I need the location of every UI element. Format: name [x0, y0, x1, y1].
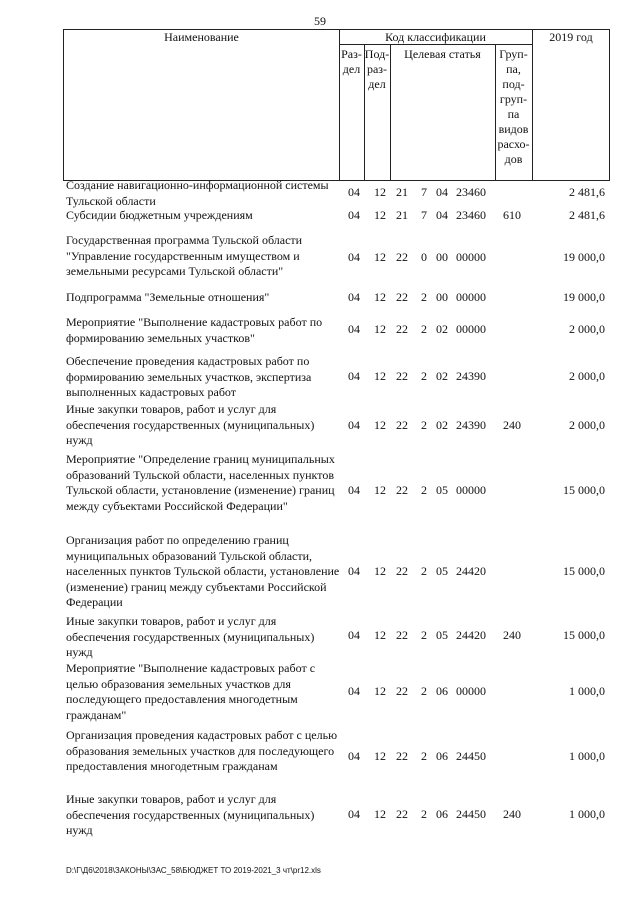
row-amount: 2 000,0: [569, 322, 605, 336]
row-code-rz: 04: [348, 369, 360, 383]
row-code-a: 21: [396, 185, 408, 199]
row-code-c: 05: [436, 564, 448, 578]
row-code-b: 2: [421, 807, 427, 821]
header-razdel: Раз- дел: [341, 47, 362, 76]
row-amount: 15 000,0: [563, 483, 605, 497]
header-group: Груп- па, под- груп- па видов расхо- дов: [497, 47, 530, 166]
row-code-d: 24450: [456, 749, 486, 763]
row-name: Субсидии бюджетным учреждениям: [66, 208, 253, 222]
row-code-pr: 12: [374, 628, 386, 642]
row-code-rz: 04: [348, 418, 360, 432]
row-code-d: 23460: [456, 185, 486, 199]
row-code-rz: 04: [348, 564, 360, 578]
row-code-a: 22: [396, 290, 408, 304]
row-code-rz: 04: [348, 250, 360, 264]
row-code-b: 7: [421, 185, 427, 199]
row-code-d: 24390: [456, 369, 486, 383]
row-code-c: 05: [436, 483, 448, 497]
row-code-rz: 04: [348, 185, 360, 199]
row-amount: 2 000,0: [569, 418, 605, 432]
row-amount: 1 000,0: [569, 807, 605, 821]
row-name: Иные закупки товаров, работ и услуг для обеспечения государственных (муниципальных) нужд: [66, 614, 315, 659]
row-code-b: 0: [421, 250, 427, 264]
row-code-rz: 04: [348, 684, 360, 698]
row-code-b: 2: [421, 322, 427, 336]
row-name: Мероприятие "Выполнение кадастровых работ с целью образования земельных участков для последующего предоставления многодетным гражданам": [66, 661, 316, 722]
row-code-b: 2: [421, 369, 427, 383]
row-amount: 15 000,0: [563, 564, 605, 578]
header-target: Целевая статья: [404, 47, 481, 61]
row-code-a: 21: [396, 208, 408, 222]
row-code-d: 00000: [456, 290, 486, 304]
row-code-rz: 04: [348, 483, 360, 497]
header-podrazdel: Под- раз- дел: [364, 47, 390, 91]
row-code-c: 06: [436, 807, 448, 821]
row-code-pr: 12: [374, 807, 386, 821]
row-code-c: 00: [436, 250, 448, 264]
row-code-pr: 12: [374, 250, 386, 264]
row-code-c: 00: [436, 290, 448, 304]
row-amount: 2 481,6: [569, 208, 605, 222]
row-code-pr: 12: [374, 185, 386, 199]
row-code-rz: 04: [348, 322, 360, 336]
row-code-vr: 240: [503, 807, 521, 821]
row-code-d: 23460: [456, 208, 486, 222]
row-code-pr: 12: [374, 418, 386, 432]
row-code-b: 2: [421, 290, 427, 304]
row-code-b: 2: [421, 684, 427, 698]
row-code-a: 22: [396, 250, 408, 264]
row-name: Организация проведения кадастровых работ с целью образования земельных участков для последующего предоставления многодетным гражданам: [66, 728, 338, 773]
row-code-b: 2: [421, 749, 427, 763]
row-name: Мероприятие "Определение границ муниципальных образований Тульской области, населенных пунктов Тульской области, установление (изменение) границ между субъектами Российской Федерации": [66, 452, 335, 513]
row-code-rz: 04: [348, 208, 360, 222]
header-year: 2019 год: [549, 30, 593, 44]
row-code-vr: 610: [503, 208, 521, 222]
row-code-d: 24390: [456, 418, 486, 432]
row-code-c: 04: [436, 208, 448, 222]
row-amount: 19 000,0: [563, 290, 605, 304]
row-code-b: 2: [421, 418, 427, 432]
row-amount: 1 000,0: [569, 684, 605, 698]
row-code-a: 22: [396, 418, 408, 432]
header-name: Наименование: [164, 30, 239, 44]
row-code-pr: 12: [374, 483, 386, 497]
row-code-a: 22: [396, 564, 408, 578]
row-code-a: 22: [396, 322, 408, 336]
row-name: Государственная программа Тульской области "Управление государственным имуществом и земельными ресурсами Тульской области": [66, 233, 303, 278]
row-code-b: 7: [421, 208, 427, 222]
row-code-rz: 04: [348, 290, 360, 304]
row-code-a: 22: [396, 628, 408, 642]
row-code-vr: 240: [503, 628, 521, 642]
row-code-c: 02: [436, 418, 448, 432]
row-code-d: 24420: [456, 628, 486, 642]
row-name: Мероприятие "Выполнение кадастровых работ по формированию земельных участков": [66, 315, 323, 345]
row-amount: 15 000,0: [563, 628, 605, 642]
row-code-rz: 04: [348, 749, 360, 763]
row-code-a: 22: [396, 483, 408, 497]
row-code-c: 05: [436, 628, 448, 642]
row-code-a: 22: [396, 749, 408, 763]
row-code-b: 2: [421, 564, 427, 578]
row-amount: 19 000,0: [563, 250, 605, 264]
row-code-a: 22: [396, 807, 408, 821]
row-name: Иные закупки товаров, работ и услуг для обеспечения государственных (муниципальных) нужд: [66, 402, 315, 447]
row-code-c: 06: [436, 684, 448, 698]
row-amount: 2 481,6: [569, 185, 605, 199]
row-code-d: 00000: [456, 322, 486, 336]
row-code-pr: 12: [374, 564, 386, 578]
header-code: Код классификации: [385, 30, 486, 44]
row-code-pr: 12: [374, 290, 386, 304]
row-code-c: 06: [436, 749, 448, 763]
row-code-d: 00000: [456, 684, 486, 698]
row-code-pr: 12: [374, 322, 386, 336]
row-name: Организация работ по определению границ муниципальных образований Тульской области, населенных пунктов Тульской области, установление (изменение) границ между субъектами Российской Федерации: [66, 533, 340, 609]
row-code-b: 2: [421, 483, 427, 497]
row-code-d: 00000: [456, 483, 486, 497]
page-number: 59: [314, 14, 326, 28]
row-name: Обеспечение проведения кадастровых работ по формированию земельных участков, экспертиза выполненных кадастровых работ: [66, 354, 312, 399]
row-code-c: 02: [436, 369, 448, 383]
row-code-pr: 12: [374, 369, 386, 383]
row-name: Подпрограмма "Земельные отношения": [66, 290, 270, 304]
row-code-d: 00000: [456, 250, 486, 264]
row-code-pr: 12: [374, 208, 386, 222]
row-code-rz: 04: [348, 807, 360, 821]
row-amount: 2 000,0: [569, 369, 605, 383]
row-name: Создание навигационно-информационной системы Тульской области: [66, 178, 329, 208]
row-code-pr: 12: [374, 684, 386, 698]
row-code-c: 02: [436, 322, 448, 336]
file-path-footer: D:\Г\Д6\2018\ЗАКОНЫ\ЗАС_58\БЮДЖЕТ ТО 2019-2021_3 чт\pr12.xls: [66, 866, 321, 875]
row-code-pr: 12: [374, 749, 386, 763]
row-name: Иные закупки товаров, работ и услуг для обеспечения государственных (муниципальных) нужд: [66, 792, 315, 837]
row-code-d: 24420: [456, 564, 486, 578]
row-code-d: 24450: [456, 807, 486, 821]
row-code-c: 04: [436, 185, 448, 199]
row-code-rz: 04: [348, 628, 360, 642]
row-code-a: 22: [396, 684, 408, 698]
row-amount: 1 000,0: [569, 749, 605, 763]
row-code-a: 22: [396, 369, 408, 383]
row-code-vr: 240: [503, 418, 521, 432]
row-code-b: 2: [421, 628, 427, 642]
